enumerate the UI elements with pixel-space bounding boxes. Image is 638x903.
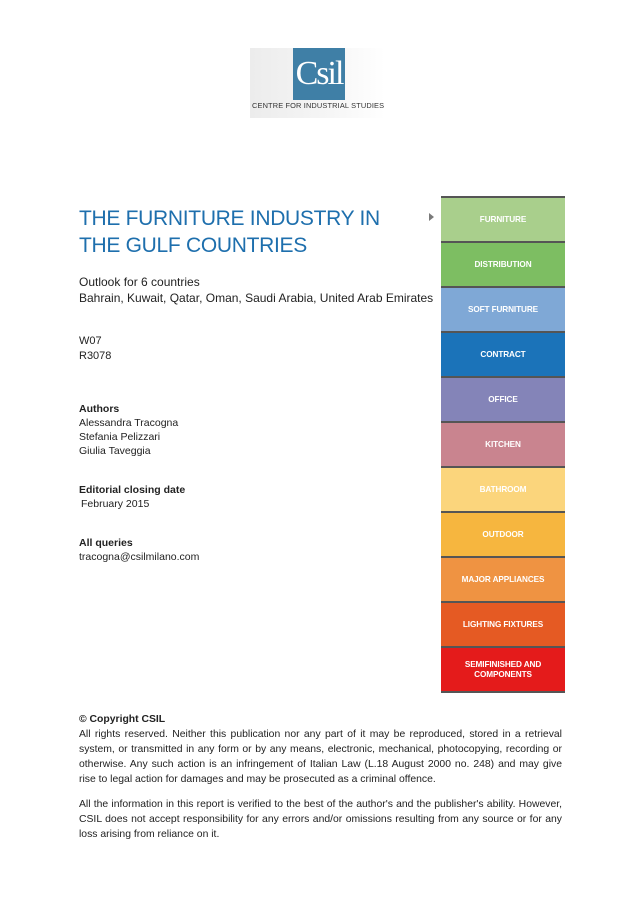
queries-block [79,536,199,564]
csil-logo [250,48,385,118]
author-name: Stefania Pelizzari [79,431,161,443]
report-code-w: W07 [79,335,102,347]
menu-item-lighting-fixtures[interactable]: LIGHTING FIXTURES [441,603,565,646]
menu-item-semifinished[interactable]: SEMIFINISHED AND COMPONENTS [441,648,565,691]
report-subtitle [79,274,433,306]
report-title: THE FURNITURE INDUSTRY IN THE GULF COUNTRIES [79,207,380,257]
author-name: Alessandra Tracogna [79,417,179,429]
countries-text: Bahrain, Kuwait, Qatar, Oman, Saudi Arabia, United Arab Emirates [79,291,434,305]
active-arrow-icon [429,213,434,221]
editorial-block [79,483,185,511]
editorial-date: February 2015 [81,498,150,510]
menu-item-contract[interactable]: CONTRACT [441,333,565,376]
disclaimer-paragraph: All the information in this report is verified to the best of the author's and the publisher's ability. However, CSIL does not accept responsibility for any errors and/or omissions resulting from any source or for any loss arising from reliance on it. [79,799,562,840]
menu-item-soft-furniture[interactable]: SOFT FURNITURE [441,288,565,331]
menu-item-furniture[interactable]: FURNITURE [441,198,565,241]
queries-email[interactable]: tracogna@csilmilano.com [79,551,200,563]
menu-item-major-appliances[interactable]: MAJOR APPLIANCES [441,558,565,601]
editorial-label: Editorial closing date [79,484,186,496]
menu-item-office[interactable]: OFFICE [441,378,565,421]
menu-item-kitchen[interactable]: KITCHEN [441,423,565,466]
logo-subtitle: CENTRE FOR INDUSTRIAL STUDIES [252,101,385,110]
menu-item-outdoor[interactable]: OUTDOOR [441,513,565,556]
copyright-section [79,712,562,852]
menu-item-distribution[interactable]: DISTRIBUTION [441,243,565,286]
author-name: Giulia Taveggia [79,445,151,457]
outlook-text: Outlook for 6 countries [79,275,200,289]
authors-label: Authors [79,403,120,415]
sector-menu [441,196,565,693]
queries-label: All queries [79,537,133,549]
copyright-paragraph: All rights reserved. Neither this publication nor any part of it may be reproduced, stored in a retrieval system, or transmitted in any form or by any means, electronic, mechanical, photocopying, recording or otherwise. Any such action is an infringement of Italian Law (L.18 August 2000 no. 248) and may give rise to legal action for damages and may be prosecuted as a criminal offence. [79,729,562,785]
report-codes [79,334,111,364]
copyright-label: © Copyright CSIL [79,714,166,725]
logo-mark: Csil [293,48,345,100]
menu-item-bathroom[interactable]: BATHROOM [441,468,565,511]
authors-block [79,402,178,458]
report-code-r: R3078 [79,350,112,362]
